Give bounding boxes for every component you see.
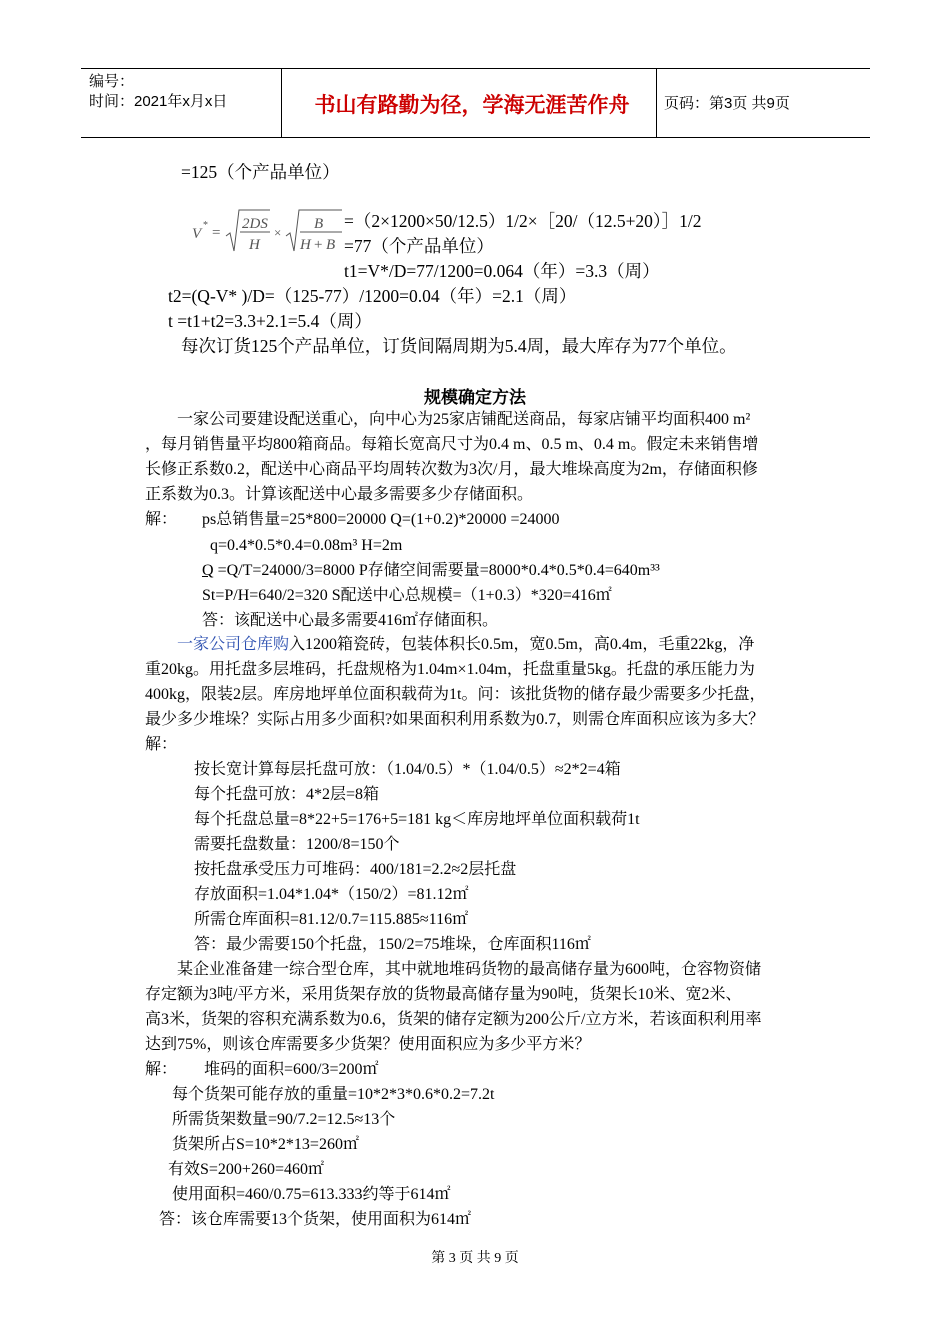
text-line: 达到75%，则该仓库需要多少货架？使用面积应为多少平方米？ [145, 1036, 591, 1053]
text-line: 正系数为0.3。计算该配送中心最多需要多少存储面积。 [145, 486, 534, 503]
underlined-symbol: Q [202, 562, 214, 579]
svg-text:B: B [314, 216, 324, 232]
text-line: t2=(Q-V* )/D=（125-77）/1200=0.04（年）=2.1（周） [168, 286, 577, 306]
answer-line: 答：该仓库需要13个货架，使用面积为614㎡ [159, 1211, 472, 1228]
solution-label: 解： [145, 736, 178, 753]
text-line: =125（个产品单位） [181, 162, 340, 182]
text-line: 存放面积=1.04*1.04*（150/2）=81.12㎡ [194, 886, 469, 903]
page-header [81, 68, 870, 138]
header-page-info: 页码：第3页 共9页 [664, 95, 790, 112]
eoq-formula [190, 206, 350, 258]
svg-text:+: + [314, 237, 323, 253]
text-line: =（2×1200×50/12.5）1/2×［20/（12.5+20）］1/2 [344, 211, 702, 231]
text-line [177, 634, 754, 656]
svg-text:*: * [203, 220, 208, 231]
text-line: =77（个产品单位） [344, 236, 494, 256]
text-line: 每个托盘可放：4*2层=8箱 [194, 786, 380, 803]
text-line: 存定额为3吨/平方米，采用货架存放的货物最高储存量为90吨，货架长10米、宽2米、 [145, 986, 742, 1003]
text-line: 堆码的面积=600/3=200㎡ [204, 1061, 379, 1078]
text-line: 按长宽计算每层托盘可放：（1.04/0.5）*（1.04/0.5）≈2*2=4箱 [194, 761, 621, 778]
text-line [202, 560, 660, 582]
text-line: t1=V*/D=77/1200=0.064（年）=3.3（周） [344, 261, 660, 281]
text-line: 某企业准备建一综合型仓库，其中就地堆码货物的最高储存量为600吨，仓容物资储 [177, 961, 762, 978]
text-segment: 入1200箱瓷砖，包装体积长0.5m，宽0.5m，高0.4m，毛重22kg，净 [289, 636, 755, 653]
text-line: 所需货架数量=90/7.2=12.5≈13个 [172, 1111, 396, 1128]
text-line: ，每月销售量平均800箱商品。每箱长宽高尺寸为0.4 m、0.5 m、0.4 m。假定未来销售增 [145, 436, 759, 453]
doc-number-label: 编号： [89, 73, 135, 90]
text-line: 货架所占S=10*2*13=260㎡ [172, 1136, 359, 1153]
text-line: 需要托盘数量：1200/8=150个 [194, 836, 400, 853]
text-line: ps总销售量=25*800=20000 Q=(1+0.2)*20000 =24000 [202, 511, 560, 528]
highlighted-phrase: 一家公司仓库购 [177, 636, 290, 653]
text-segment: =Q/T=24000/3=8000 P存储空间需要量=8000*0.4*0.5*0.4=640m³³ [213, 562, 660, 579]
header-meta [89, 72, 227, 112]
section-title: 规模确定方法 [424, 388, 526, 408]
svg-text:2DS: 2DS [242, 216, 268, 232]
svg-text:×: × [274, 225, 282, 240]
text-line: 400kg，限装2层。库房地坪单位面积载荷为1t。问：该批货物的储存最少需要多少托盘， [145, 686, 766, 703]
text-line: St=P/H=640/2=320 S配送中心总规模=（1+0.3）*320=416㎡ [202, 587, 612, 604]
text-line: 高3米，货架的容积充满系数为0.6，货架的储存定额为200公斤/立方米，若该面积利用率 [145, 1011, 762, 1028]
answer-line: 答：最少需要150个托盘，150/2=75堆垛，仓库面积116㎡ [194, 936, 591, 953]
text-line: 使用面积=460/0.75=613.333约等于614㎡ [172, 1186, 451, 1203]
svg-text:B: B [326, 237, 336, 253]
doc-time-label: 时间：2021年x月x日 [89, 93, 228, 110]
text-line: 最少多少堆垛？实际占用多少面积?如果面积利用系数为0.7，则需仓库面积应该为多大？ [145, 711, 765, 728]
text-line: 按托盘承受压力可堆码：400/181=2.2≈2层托盘 [194, 861, 517, 878]
text-line: 长修正系数0.2，配送中心商品平均周转次数为3次/月，最大堆垛高度为2m，存储面积修 [145, 461, 758, 478]
header-motto: 书山有路勤为径，学海无涯苦作舟 [314, 93, 630, 117]
svg-text:H: H [249, 237, 260, 253]
formula-v-symbol: V [192, 226, 202, 242]
text-line: 重20kg。用托盘多层堆码，托盘规格为1.04m×1.04m，托盘重量5kg。托盘的承压能力为 [145, 661, 755, 678]
text-line: t =t1+t2=3.3+2.1=5.4（周） [168, 311, 372, 331]
answer-line: 答：该配送中心最多需要416㎡存储面积。 [202, 612, 499, 629]
text-line: 一家公司要建设配送重心，向中心为25家店铺配送商品，每家店铺平均面积400 m² [177, 411, 751, 428]
text-line: 每个货架可能存放的重量=10*2*3*0.6*0.2=7.2t [172, 1086, 495, 1103]
svg-text:H: H [300, 237, 311, 253]
svg-text:=: = [212, 225, 221, 241]
text-line: 所需仓库面积=81.12/0.7=115.885≈116㎡ [194, 911, 469, 928]
text-line: 有效S=200+260=460㎡ [168, 1161, 324, 1178]
page-footer: 第 3 页 共 9 页 [431, 1251, 519, 1266]
text-line: q=0.4*0.5*0.4=0.08m³ H=2m [210, 537, 403, 554]
text-line: 每个托盘总量=8*22+5=176+5=181 kg＜库房地坪单位面积载荷1t [194, 811, 640, 828]
text-line: 每次订货125个产品单位，订货间隔周期为5.4周，最大库存为77个单位。 [181, 336, 737, 356]
solution-label: 解： [145, 511, 178, 528]
solution-label: 解： [145, 1061, 178, 1078]
